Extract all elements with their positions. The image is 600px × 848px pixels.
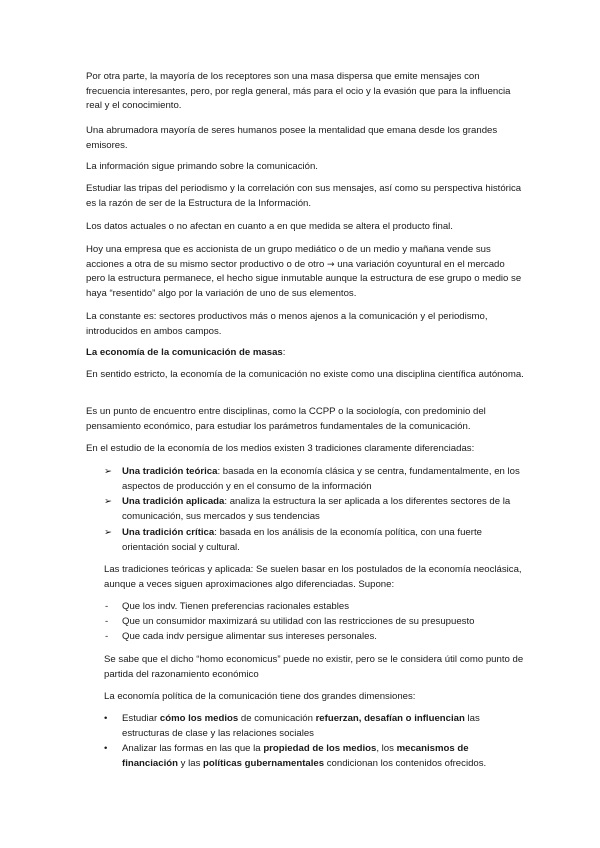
bold-span: refuerzan, desafían o influencian — [315, 713, 465, 724]
paragraph-mayoria: Una abrumadora mayoría de seres humanos posee la mentalidad que emana desde los grandes emisores. — [86, 125, 498, 151]
paragraph-tradiciones-intro: En el estudio de la economía de los medios existen 3 tradiciones claramente diferenciadas: — [86, 443, 475, 454]
bold-span: cómo los medios — [159, 713, 239, 724]
bullet-icon: • — [104, 713, 108, 724]
paragraph-datos: Los datos actuales o no afectan en cuanto a en que medida se altera el producto final. — [86, 221, 453, 232]
bold-span: políticas gubernamentales — [203, 757, 325, 769]
text-span: Estudiar — [122, 713, 160, 724]
paragraph-empresa-part2: una variación coyuntural en el mercado pero la estructura permanece, el hecho sigue inmutable aunque la estructura de ese grupo o medio se haya “resentido” algo por la variación de uno de sus elementos. — [86, 258, 522, 299]
paragraph-tradiciones-aplicada: Las tradiciones teóricas y aplicada: Se suelen basar en los postulados de la economía neoclásica, aunque a veces siguen aproximaciones algo diferenciadas. Supone: — [104, 564, 522, 590]
arrow-bullet-icon: ➢ — [104, 527, 113, 538]
dash-bullet: - — [105, 631, 109, 642]
text-span: condicionan los contenidos ofrecidos. — [324, 757, 487, 769]
list-item-title: Una tradición aplicada — [122, 496, 225, 507]
dash-bullet: - — [105, 616, 109, 627]
list-item-text: Que un consumidor maximizará su utilidad con las restricciones de su presupuesto — [122, 616, 475, 627]
section-heading-colon: : — [282, 347, 286, 358]
list-item-text: : basada en los análisis de la economía política, con una fuerte orientación social y cultural. — [122, 527, 482, 553]
bullet-icon: • — [104, 743, 108, 754]
list-item-text: Que cada indv persigue alimentar sus intereses personales. — [122, 631, 377, 642]
paragraph-empresa-part1: Hoy una empresa que es accionista de un grupo mediático o de un medio y mañana vende sus acciones a otra de su mismo sector productivo o de otro — [86, 244, 491, 270]
list-item-text: : basada en la economía clásica y se centra, fundamentalmente, en los aspectos de producción y en el consumo de la información — [122, 466, 520, 492]
list-item-text: Que los indv. Tienen preferencias racionales estables — [122, 601, 350, 612]
list-item-text: : analiza la estructura la ser aplicada a los diferentes sectores de la comunicación, sus mercados y sus tendencias — [122, 496, 511, 522]
text-span: , los — [376, 743, 397, 754]
text-span: las estructuras de clase y las relaciones sociales — [122, 713, 480, 739]
paragraph-receptores: Por otra parte, la mayoría de los receptores son una masa dispersa que emite mensajes con frecuencia interesantes, pero, por regla general, más para el ocio y la evasión que para la influencia real y el conocimiento. — [86, 71, 511, 112]
arrow-icon: → — [327, 259, 335, 270]
list-item-title: Una tradición crítica — [122, 527, 215, 538]
paragraph-constante: La constante es: sectores productivos más o menos ajenos a la comunicación y el periodismo, introducidos en ambos campos. — [86, 311, 488, 337]
dash-bullet: - — [105, 601, 109, 612]
bold-span: propiedad de los medios — [263, 743, 377, 754]
paragraph-punto-encuentro: Es un punto de encuentro entre disciplinas, como la CCPP o la sociología, con predominio del pensamiento económico, para estudiar los parámetros fundamentales de la comunicación. — [86, 406, 486, 432]
section-heading — [86, 346, 526, 361]
paragraph-sentido-estricto: En sentido estricto, la economía de la comunicación no existe como una disciplina científica autónoma. — [86, 369, 524, 380]
section-heading-text: La economía de la comunicación de masas — [86, 347, 283, 358]
paragraph-homo-economicus: Se sabe que el dicho “homo economicus” puede no existir, pero se le considera útil como punto de partida del razonamiento económico — [104, 654, 524, 680]
paragraph-economia-politica: La economía política de la comunicación tiene dos grandes dimensiones: — [104, 691, 416, 702]
paragraph-informacion: La información sigue primando sobre la comunicación. — [86, 161, 318, 172]
arrow-bullet-icon: ➢ — [104, 496, 113, 507]
text-span: y las — [177, 757, 204, 769]
list-item-title: Una tradición teórica — [122, 466, 218, 477]
paragraph-estudiar: Estudiar las tripas del periodismo y la correlación con sus mensajes, así como su perspectiva histórica es la razón de ser de la Estructura de la Información. — [86, 183, 522, 209]
paragraph-empresa — [86, 243, 526, 301]
arrow-bullet-icon: ➢ — [104, 466, 113, 477]
text-span: Analizar las formas en las que la — [122, 743, 264, 754]
bold-span: mecanismos de financiación — [122, 743, 469, 769]
text-span: de comunicación — [238, 713, 316, 724]
